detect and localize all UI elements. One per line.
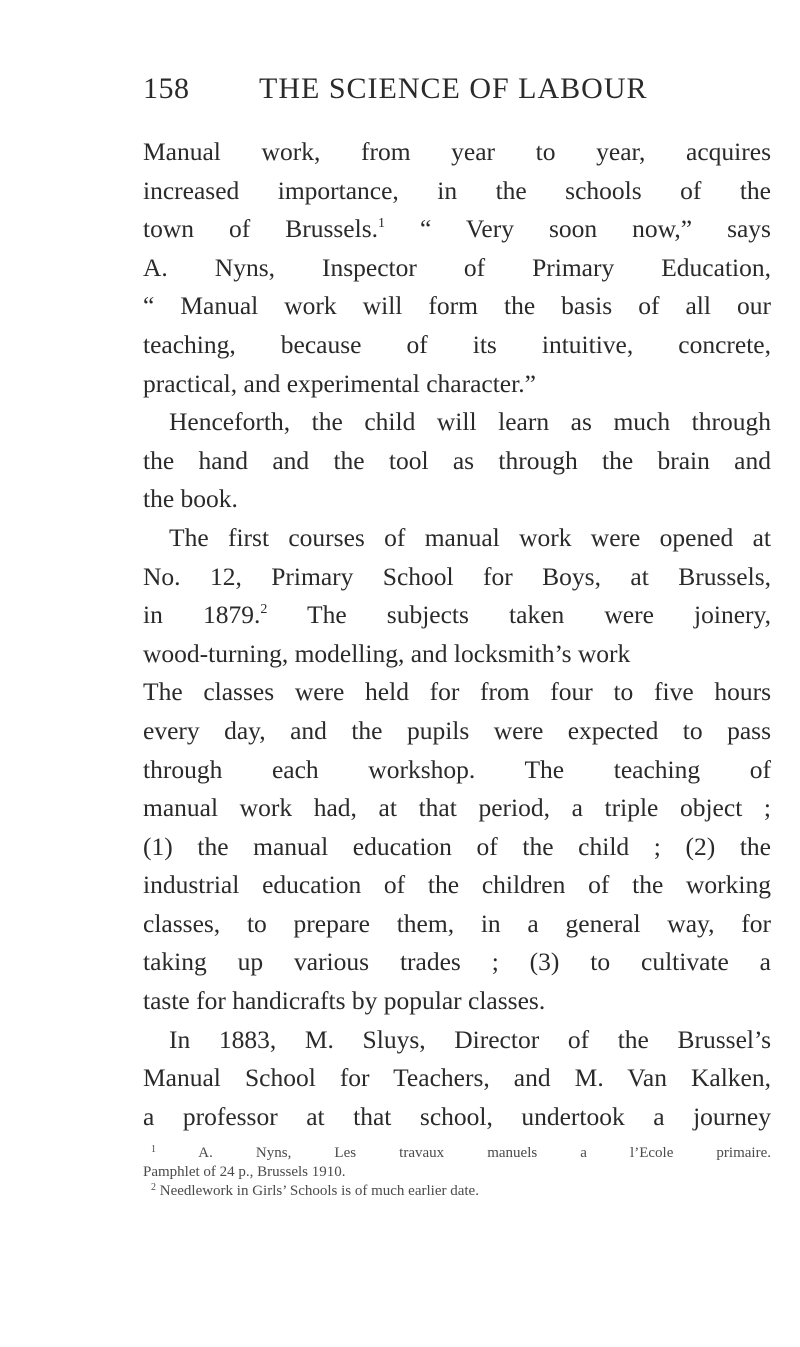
text-line: (1) the manual education of the child ; (2) the: [143, 831, 771, 861]
text-line: through each workshop. The teaching of: [143, 754, 771, 784]
paragraph-3: [143, 1021, 771, 1137]
text-line: industrial education of the children of the working: [143, 870, 771, 900]
text-line: The classes were held for from four to five hours: [143, 677, 771, 707]
body-text: [143, 133, 771, 1136]
text-line: increased importance, in the schools of the: [143, 175, 771, 205]
text-line: the hand and the tool as through the brain and: [143, 445, 771, 475]
text-line: The first courses of manual work were opened at: [169, 522, 771, 552]
running-title: THE SCIENCE OF LABOUR: [259, 72, 648, 105]
paragraph-2: [143, 519, 771, 1021]
footnote-reference: 1: [378, 216, 386, 232]
text-line: classes, to prepare them, in a general way, for: [143, 908, 771, 938]
text-line: A. Nyns, Inspector of Primary Education,: [143, 252, 771, 282]
text-line: taste for handicrafts by popular classes.: [143, 986, 546, 1016]
text-line: No. 12, Primary School for Boys, at Brussels,: [143, 561, 771, 591]
page-number: 158: [143, 72, 190, 105]
text-line: In 1883, M. Sluys, Director of the Brussel’s: [169, 1024, 771, 1054]
footnote-text: A. Nyns, Les travaux manuels a l’Ecole primaire.: [198, 1145, 771, 1162]
text-line: Manual School for Teachers, and M. Van Kalken,: [143, 1063, 771, 1093]
footnotes: [143, 1144, 771, 1201]
footnote-2: [143, 1182, 771, 1201]
text-segment: town of Brussels.: [143, 214, 379, 244]
text-segment: “ Very soon now,” says: [385, 214, 771, 244]
text-line: [143, 210, 771, 249]
text-line: wood-turning, modelling, and locksmith’s work: [143, 638, 631, 668]
text-line: a professor at that school, undertook a journey: [143, 1101, 771, 1131]
footnote-1-continued: Pamphlet of 24 p., Brussels 1910.: [143, 1164, 346, 1181]
text-line: practical, and experimental character.”: [143, 368, 536, 398]
text-line: manual work had, at that period, a triple object ;: [143, 793, 771, 823]
running-header: [143, 72, 771, 124]
text-segment: in 1879.: [143, 600, 261, 630]
book-page: [143, 72, 771, 1201]
footnote-mark: 1: [151, 1144, 156, 1156]
text-line: taking up various trades ; (3) to cultivate a: [143, 947, 771, 977]
text-line: the book.: [143, 484, 238, 514]
footnote-mark: 2: [151, 1182, 156, 1194]
text-line: “ Manual work will form the basis of all our: [143, 291, 771, 321]
text-segment: The subjects taken were joinery,: [267, 600, 771, 630]
footnote-text: Needlework in Girls’ Schools is of much earlier date.: [159, 1183, 479, 1200]
text-line: Manual work, from year to year, acquires: [143, 137, 771, 166]
footnote-1: [143, 1144, 771, 1163]
text-line: Henceforth, the child will learn as much through: [169, 407, 771, 437]
text-line: [143, 596, 771, 635]
text-line: every day, and the pupils were expected to pass: [143, 715, 771, 745]
text-line: teaching, because of its intuitive, concrete,: [143, 329, 771, 359]
paragraph-1: [143, 133, 771, 519]
footnote-reference: 2: [260, 602, 268, 618]
